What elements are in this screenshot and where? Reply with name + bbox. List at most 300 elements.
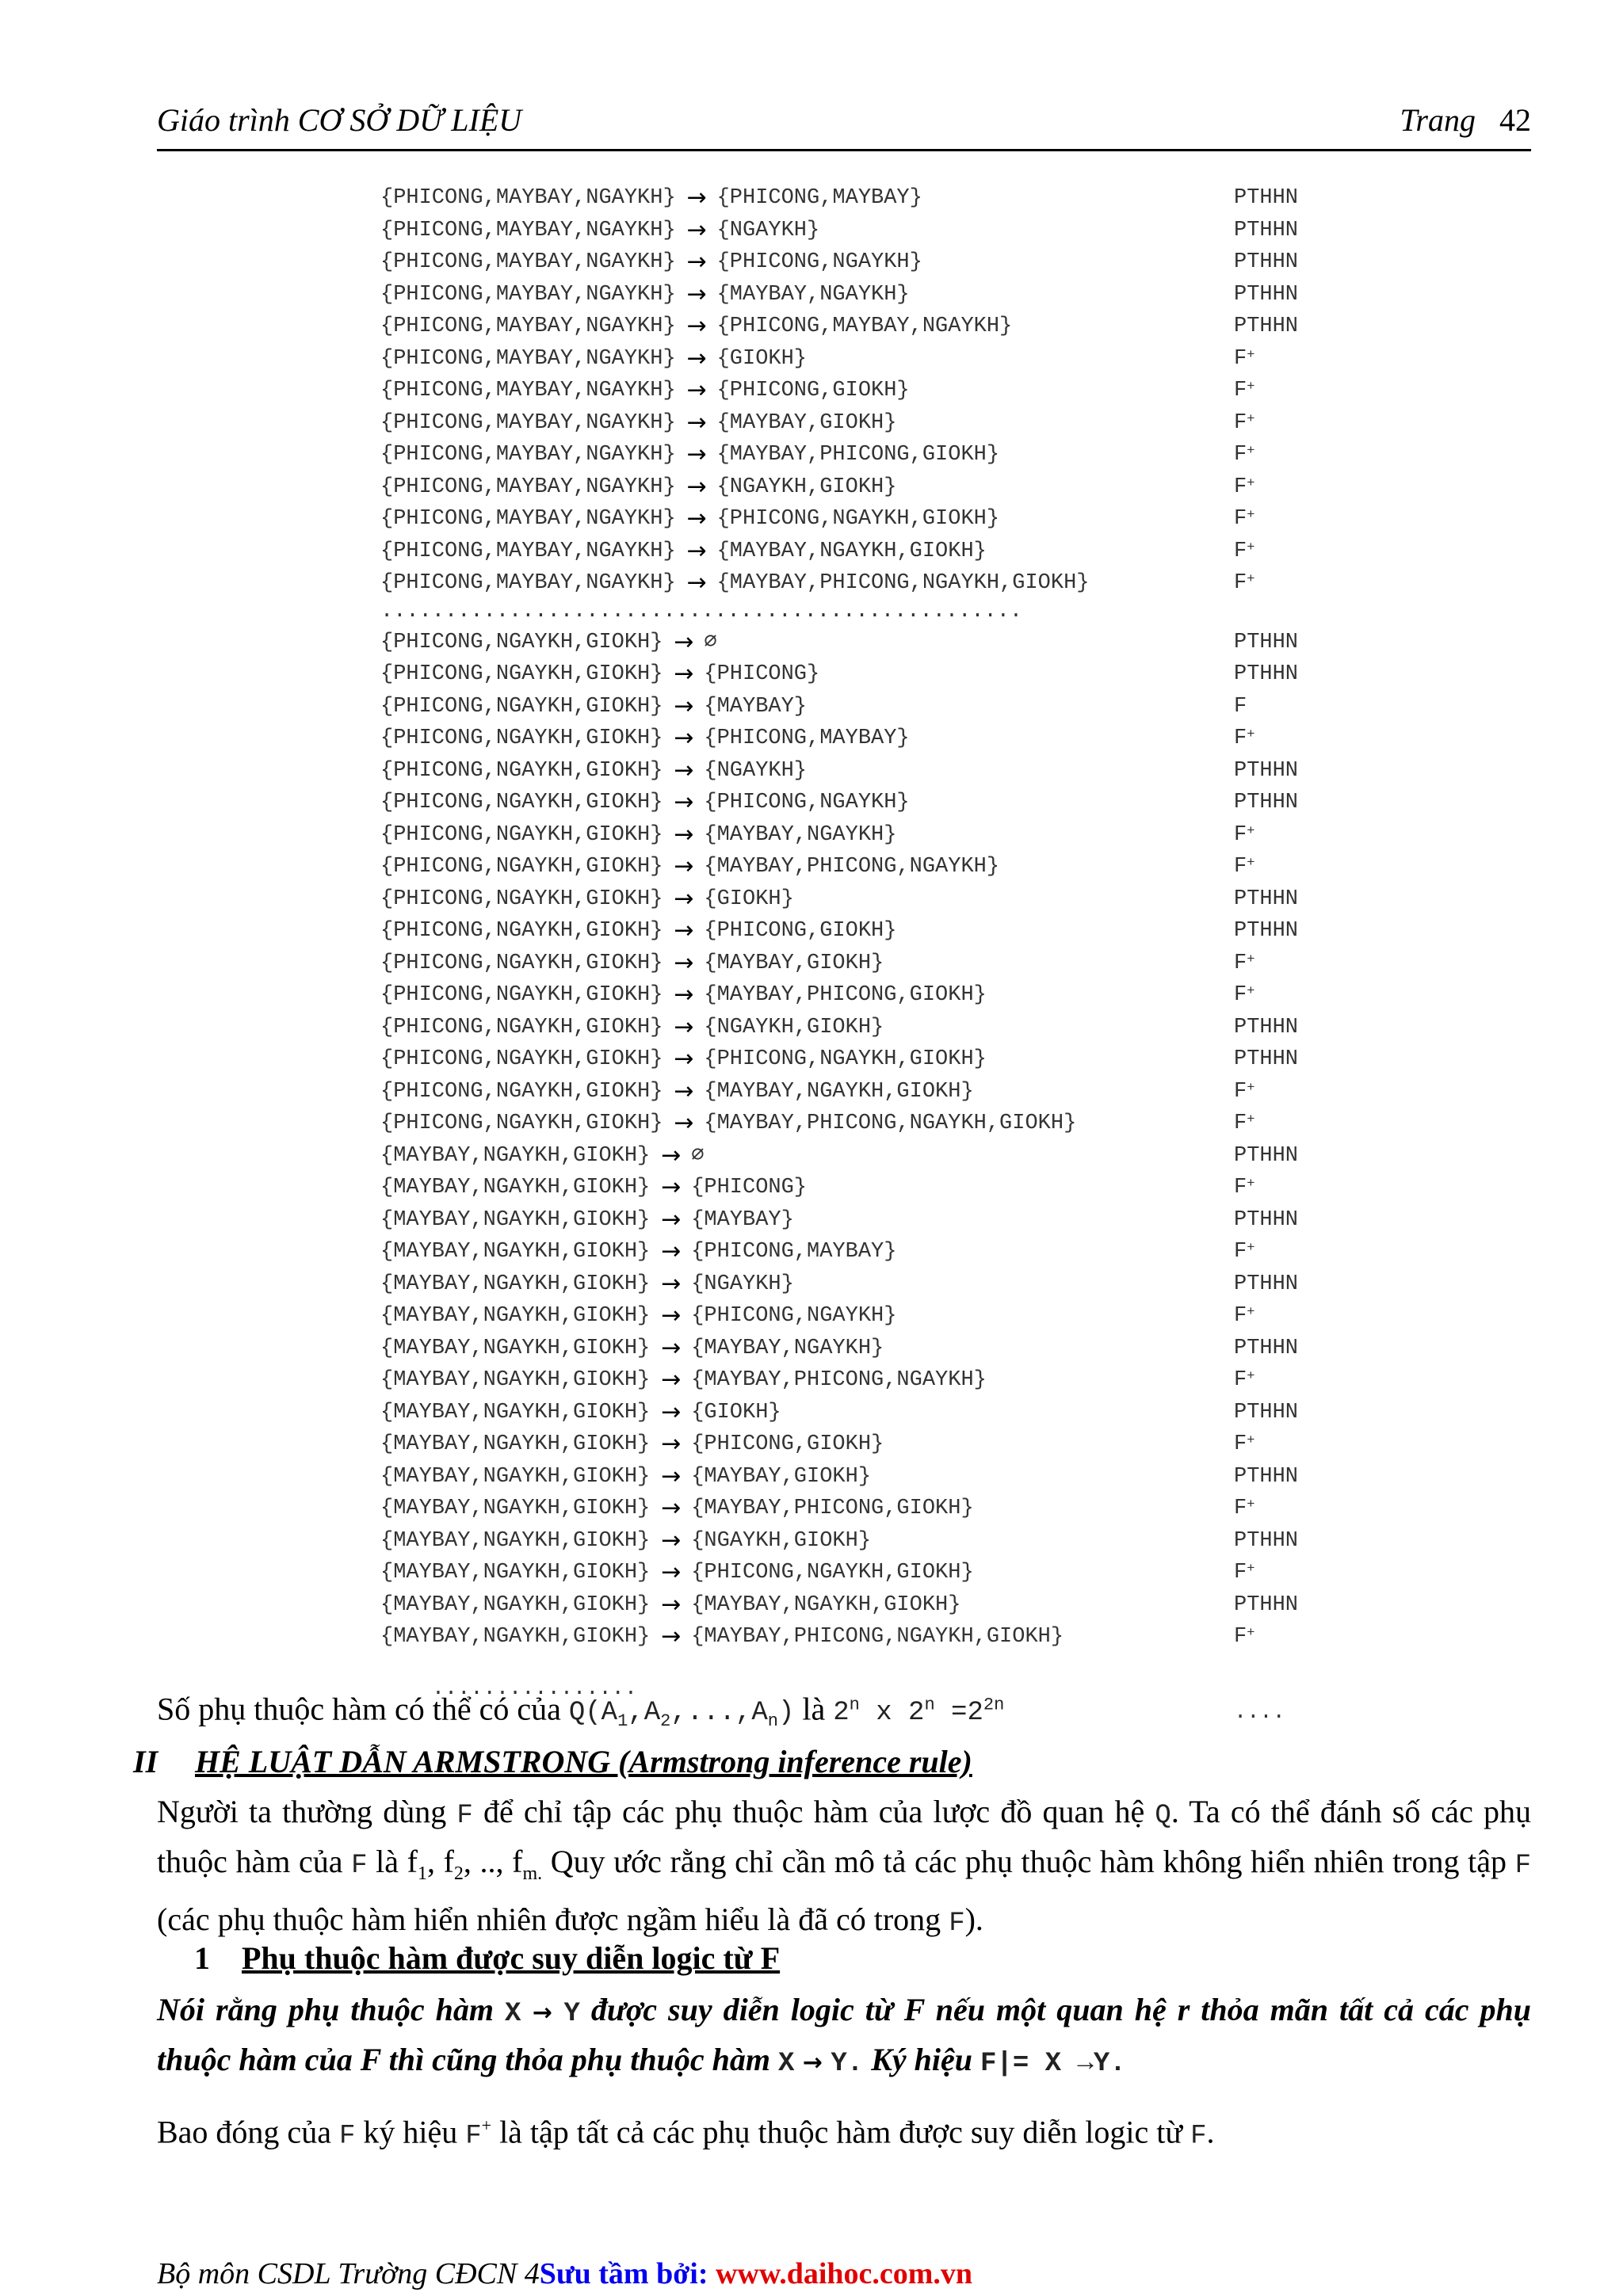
- fd-rule: [1234, 1236, 1254, 1268]
- fd-rule: [1234, 1140, 1298, 1173]
- def-F: F: [980, 2049, 997, 2079]
- fd-lhs: {PHICONG,NGAYKH,GIOKH}: [380, 1079, 663, 1104]
- p1-t5: , f: [426, 1844, 454, 1879]
- fd-rule-text: F: [1234, 822, 1247, 847]
- fd-rhs: {PHICONG}: [704, 662, 820, 686]
- arrow-icon: →: [674, 692, 694, 720]
- fd-row: [380, 215, 1411, 247]
- fd-rule-sup: +: [1247, 572, 1255, 587]
- fd-rule: [1234, 407, 1254, 440]
- q-open: Q(A: [568, 1698, 618, 1729]
- fd-rule-sup: +: [1247, 984, 1255, 999]
- arrow-icon: →: [674, 884, 694, 913]
- fd-row-holder: [380, 627, 1411, 659]
- fd-rule-sup: +: [1247, 444, 1255, 459]
- arrow-icon: →: [674, 627, 694, 656]
- fd-rule-text: PTHHN: [1234, 919, 1299, 943]
- fd-rhs: {MAYBAY,PHICONG,NGAYKH,GIOKH}: [691, 1625, 1064, 1649]
- fd-rule-sup: +: [1247, 411, 1255, 427]
- sub-1: 1: [617, 1711, 628, 1732]
- fd-row: [380, 1140, 1411, 1173]
- fd-rule: [1234, 279, 1298, 311]
- fd-row-holder: [380, 1076, 1411, 1108]
- fd-rule-sup: +: [1247, 952, 1255, 967]
- arrow-icon: →: [674, 948, 694, 977]
- fd-rule: [1234, 979, 1254, 1012]
- fd-rule-text: F: [1234, 1368, 1247, 1392]
- fd-rule-sup: +: [1247, 1305, 1255, 1320]
- fd-rule: [1234, 567, 1254, 600]
- fd-rule-text: F: [1234, 1497, 1247, 1520]
- fd-rule-text: PTHHN: [1234, 1207, 1299, 1232]
- fd-row: [380, 627, 1411, 659]
- fd-row: [380, 755, 1411, 788]
- arrow-icon: →: [686, 248, 707, 276]
- p1-F2: F: [351, 1851, 368, 1881]
- fd-row: [380, 819, 1411, 852]
- fd-lhs: {PHICONG,NGAYKH,GIOKH}: [380, 919, 663, 943]
- fd-rule-text: PTHHN: [1234, 1400, 1299, 1425]
- fd-rule-text: PTHHN: [1234, 758, 1299, 783]
- fd-rule: [1234, 1397, 1298, 1429]
- footer-source-label: Sưu tầm bởi:: [539, 2257, 716, 2290]
- subsection-title: Phụ thuộc hàm được suy diễn logic từ F: [242, 1940, 781, 1976]
- fd-rule-text: F: [1234, 379, 1247, 402]
- fd-lhs: {MAYBAY,NGAYKH,GIOKH}: [380, 1272, 651, 1296]
- p1-t4: là f: [367, 1844, 418, 1879]
- fd-row: [380, 567, 1411, 600]
- fd-rule-text: PTHHN: [1234, 1272, 1299, 1296]
- fd-rule-text: PTHHN: [1234, 282, 1299, 307]
- p1-sm: m.: [522, 1863, 543, 1884]
- fd-rule-text: F: [1234, 1079, 1247, 1104]
- fd-rhs: {MAYBAY,NGAYKH,GIOKH}: [704, 1079, 974, 1104]
- fd-rule: [1234, 1364, 1254, 1397]
- fd-row: [380, 1076, 1411, 1108]
- fd-rule: [1234, 1333, 1298, 1365]
- fd-rhs: {MAYBAY,PHICONG,GIOKH}: [691, 1497, 974, 1520]
- fd-lhs: {PHICONG,MAYBAY,NGAYKH}: [380, 282, 676, 307]
- arrow-icon: →: [661, 1205, 682, 1234]
- fd-row-holder: [380, 1043, 1411, 1076]
- p1-t1: Người ta thường dùng: [157, 1794, 457, 1829]
- fd-rhs: {PHICONG,NGAYKH,GIOKH}: [704, 1047, 987, 1071]
- fd-rule-text: F: [1234, 539, 1247, 563]
- fd-lhs: {MAYBAY,NGAYKH,GIOKH}: [380, 1400, 651, 1425]
- fd-rule: [1234, 1076, 1254, 1108]
- fd-row: [380, 246, 1411, 279]
- fd-rule-text: PTHHN: [1234, 662, 1299, 686]
- fd-row: [380, 1557, 1411, 1589]
- arrow-icon: →: [661, 1366, 682, 1394]
- fd-row: [380, 1108, 1411, 1140]
- fd-rule-text: PTHHN: [1234, 1592, 1299, 1617]
- fd-row-holder: [380, 1204, 1411, 1237]
- fd-rule: [1234, 691, 1247, 723]
- count-formula: [833, 1695, 1005, 1729]
- fd-lhs: {PHICONG,MAYBAY,NGAYKH}: [380, 346, 676, 371]
- fd-rule: [1234, 787, 1298, 819]
- def-arrow-2: →: [794, 2049, 831, 2077]
- fd-rule-text: F: [1234, 571, 1247, 595]
- fd-lhs: {PHICONG,NGAYKH,GIOKH}: [380, 694, 663, 719]
- arrow-icon: →: [661, 1302, 682, 1329]
- fd-row: [380, 787, 1411, 819]
- fd-row-holder: [380, 915, 1411, 948]
- fd-rule-text: PTHHN: [1234, 630, 1299, 654]
- fd-lhs: {MAYBAY,NGAYKH,GIOKH}: [380, 1304, 651, 1328]
- arrow-icon: →: [686, 569, 707, 597]
- definition: [157, 1987, 1531, 2087]
- arrow-icon: →: [661, 1333, 682, 1362]
- def-t3: Ký hiệu: [863, 2042, 981, 2077]
- fd-row-holder: [380, 1525, 1411, 1558]
- def-t4: |= X →Y.: [996, 2049, 1126, 2079]
- fd-row: [380, 407, 1411, 440]
- fd-lhs: {PHICONG,NGAYKH,GIOKH}: [380, 758, 663, 783]
- fd-rhs: {PHICONG,MAYBAY}: [716, 186, 922, 210]
- p1-t2: để chỉ tập các phụ thuộc hàm của lược đồ quan hệ: [472, 1794, 1155, 1829]
- fd-rhs: {NGAYKH}: [704, 758, 808, 783]
- fd-row: [380, 1621, 1411, 1653]
- fd-rule-text: F: [1234, 855, 1247, 879]
- fd-rule-sup: +: [1247, 1433, 1255, 1448]
- fd-row: [380, 182, 1411, 215]
- fd-rule: [1234, 915, 1298, 948]
- fd-rhs: {PHICONG,MAYBAY,NGAYKH}: [716, 315, 1013, 338]
- fd-rule: [1234, 1268, 1298, 1301]
- fd-rule-text: F: [1234, 1625, 1247, 1649]
- p1-t7: Quy ước rằng chỉ cần mô tả các phụ thuộc hàm không hiển nhiên trong tập: [542, 1844, 1515, 1879]
- sub-n: n: [767, 1711, 778, 1732]
- arrow-icon: →: [674, 852, 694, 880]
- fd-rule-sup: +: [1247, 856, 1255, 871]
- fd-rhs: {NGAYKH}: [716, 218, 820, 242]
- fd-row: [380, 311, 1411, 343]
- fd-lhs: {PHICONG,NGAYKH,GIOKH}: [380, 1015, 663, 1039]
- fd-row-holder: [380, 1557, 1411, 1589]
- def-X1: X: [505, 1999, 521, 2029]
- fd-lhs: {MAYBAY,NGAYKH,GIOKH}: [380, 1592, 651, 1617]
- fd-row: [380, 1043, 1411, 1076]
- fd-lhs: {PHICONG,MAYBAY,NGAYKH}: [380, 539, 676, 563]
- fd-rhs: {PHICONG,NGAYKH}: [691, 1304, 897, 1328]
- cl-t4: .: [1206, 2114, 1215, 2150]
- fd-rule: [1234, 439, 1254, 471]
- sub-2: 2: [660, 1711, 671, 1732]
- fd-rule: [1234, 536, 1254, 568]
- fd-lhs: {PHICONG,MAYBAY,NGAYKH}: [380, 571, 676, 595]
- page-number: 42: [1499, 102, 1531, 138]
- arrow-icon: →: [661, 1398, 682, 1426]
- arrow-icon: →: [661, 1526, 682, 1554]
- fd-lhs: {PHICONG,NGAYKH,GIOKH}: [380, 791, 663, 814]
- fd-rule: [1234, 1043, 1298, 1076]
- fd-rule-text: PTHHN: [1234, 1528, 1299, 1553]
- cl-F: F: [338, 2121, 356, 2152]
- fd-rhs: {MAYBAY,PHICONG,NGAYKH}: [704, 855, 1000, 879]
- fd-rule: [1234, 215, 1298, 247]
- fd-rule-sup: +: [1247, 1626, 1255, 1641]
- cl-t3: là tập tất cả các phụ thuộc hàm được suy diễn logic từ: [491, 2114, 1191, 2150]
- ellipsis: ..................................................: [380, 599, 1023, 624]
- fd-rule-text: PTHHN: [1234, 315, 1299, 338]
- fd-row: [380, 1461, 1411, 1493]
- fd-row: [380, 1493, 1411, 1525]
- fd-rhs: ∅: [691, 1143, 705, 1168]
- fd-rule-sup: +: [1247, 727, 1255, 742]
- fd-lhs: {MAYBAY,NGAYKH,GIOKH}: [380, 1561, 651, 1585]
- fd-row-holder: [380, 883, 1411, 916]
- fd-rule-sup: +: [1247, 1369, 1255, 1384]
- fd-rule-sup: +: [1247, 1177, 1255, 1192]
- fd-lhs: {PHICONG,NGAYKH,GIOKH}: [380, 727, 663, 750]
- fd-row-holder: [380, 723, 1411, 755]
- fd-row-holder: [380, 1172, 1411, 1204]
- fd-rule-text: F: [1234, 1240, 1247, 1264]
- header-title: Giáo trình CƠ SỞ DỮ LIỆU: [157, 102, 522, 138]
- fd-row-holder: [380, 948, 1411, 980]
- fd-rule-text: F: [1234, 1176, 1247, 1199]
- fd-rule-text: F: [1234, 346, 1247, 371]
- arrow-icon: →: [686, 472, 707, 501]
- def-t2: được suy diễn logic từ F nếu một quan hệ r thỏa mãn tất cả các phụ thuộc hàm của F thì cũng thỏa phụ thuộc hàm: [157, 1992, 1531, 2077]
- fd-rhs: {MAYBAY}: [691, 1207, 794, 1232]
- fd-rule-sup: +: [1247, 1080, 1255, 1096]
- arrow-icon: →: [661, 1494, 682, 1522]
- arrow-icon: →: [674, 1045, 694, 1073]
- arrow-icon: →: [674, 1109, 694, 1137]
- fd-row-holder: [380, 1333, 1411, 1365]
- fd-lhs: {PHICONG,NGAYKH,GIOKH}: [380, 630, 663, 654]
- fd-lhs: {MAYBAY,NGAYKH,GIOKH}: [380, 1625, 651, 1649]
- fd-lhs: {PHICONG,NGAYKH,GIOKH}: [380, 855, 663, 879]
- fd-rule-text: F: [1234, 1561, 1247, 1585]
- arrow-icon: →: [674, 917, 694, 944]
- fd-rule: [1234, 471, 1254, 504]
- q-an: ,...,A: [670, 1698, 768, 1729]
- count-la: là: [794, 1691, 834, 1727]
- fd-row-holder: [380, 1397, 1411, 1429]
- subsection-number: 1: [194, 1940, 210, 1976]
- fd-lhs: {PHICONG,MAYBAY,NGAYKH}: [380, 379, 676, 402]
- fd-rule: [1234, 1172, 1254, 1204]
- fd-rule-text: F: [1234, 507, 1247, 531]
- fd-rule: [1234, 1012, 1298, 1044]
- def-X2: X: [777, 2049, 795, 2079]
- section-heading: [133, 1743, 972, 1780]
- def-t1: Nói rằng phụ thuộc hàm: [157, 1992, 506, 2027]
- arrow-icon: →: [674, 756, 694, 784]
- arrow-icon: →: [686, 376, 707, 404]
- fd-lhs: {MAYBAY,NGAYKH,GIOKH}: [380, 1368, 651, 1392]
- fd-rhs: {MAYBAY,NGAYKH}: [691, 1336, 884, 1360]
- footer-url-link[interactable]: www.daihoc.com.vn: [715, 2257, 973, 2290]
- fd-row-holder: [380, 1589, 1411, 1622]
- fd-rhs: {GIOKH}: [716, 346, 808, 371]
- q-expr: [568, 1698, 795, 1732]
- cl-F2: F: [465, 2121, 482, 2152]
- fd-lhs: {PHICONG,MAYBAY,NGAYKH}: [380, 250, 676, 274]
- fd-row: [380, 1012, 1411, 1044]
- fd-rhs: {MAYBAY,NGAYKH}: [716, 282, 910, 307]
- fd-rule-text: PTHHN: [1234, 887, 1299, 911]
- fd-row: [380, 279, 1411, 311]
- fd-rule-text: F: [1234, 1304, 1247, 1328]
- fd-rule-text: PTHHN: [1234, 1143, 1299, 1168]
- fd-lhs: {PHICONG,NGAYKH,GIOKH}: [380, 983, 663, 1007]
- fd-rhs: {PHICONG,GIOKH}: [704, 919, 897, 943]
- count-sentence: [157, 1683, 1531, 1744]
- fd-row: [380, 723, 1411, 755]
- closure-sentence: [157, 2103, 1531, 2159]
- fd-rhs: {PHICONG,NGAYKH,GIOKH}: [716, 507, 1000, 531]
- fd-row: [380, 1172, 1411, 1204]
- fd-row-holder: [380, 787, 1411, 819]
- fd-row: [380, 851, 1411, 883]
- fd-lhs: {MAYBAY,NGAYKH,GIOKH}: [380, 1336, 651, 1360]
- fd-rule-text: F: [1234, 443, 1247, 467]
- fd-rhs: {MAYBAY,NGAYKH}: [704, 822, 897, 847]
- arrow-icon: →: [661, 1558, 682, 1586]
- fd-row: [380, 536, 1411, 568]
- fd-lhs: {PHICONG,NGAYKH,GIOKH}: [380, 887, 663, 911]
- fd-row: [380, 1333, 1411, 1365]
- fd-rule-sup: +: [1247, 347, 1255, 363]
- fd-rule-text: F: [1234, 475, 1247, 499]
- fd-lhs: {PHICONG,MAYBAY,NGAYKH}: [380, 186, 676, 210]
- fd-row-holder: [380, 1621, 1411, 1653]
- fd-row: [380, 948, 1411, 980]
- header-page: [1400, 101, 1531, 139]
- fd-rule: [1234, 1493, 1254, 1525]
- def-Y2: Y.: [831, 2049, 864, 2079]
- arrow-icon: →: [686, 408, 707, 437]
- arrow-icon: →: [674, 981, 694, 1009]
- fd-rule-sup: +: [1247, 508, 1255, 523]
- fd-lhs: {MAYBAY,NGAYKH,GIOKH}: [380, 1240, 651, 1264]
- fd-row-holder: [380, 1428, 1411, 1461]
- fd-rule-sup: +: [1247, 379, 1255, 395]
- fd-rhs: {GIOKH}: [704, 887, 794, 911]
- fd-rhs: {MAYBAY,NGAYKH,GIOKH}: [716, 539, 987, 563]
- p1-t9: ).: [964, 1901, 983, 1937]
- fd-rhs: {PHICONG,NGAYKH,GIOKH}: [691, 1561, 974, 1585]
- fd-lhs: {MAYBAY,NGAYKH,GIOKH}: [380, 1432, 651, 1456]
- fd-rule: [1234, 1621, 1254, 1653]
- fd-lhs: {PHICONG,NGAYKH,GIOKH}: [380, 822, 663, 847]
- fd-rhs: {PHICONG,MAYBAY}: [691, 1240, 897, 1264]
- section-number: II: [133, 1744, 158, 1779]
- fd-lhs: {PHICONG,MAYBAY,NGAYKH}: [380, 507, 676, 531]
- fd-rhs: {MAYBAY,PHICONG,NGAYKH,GIOKH}: [704, 1112, 1077, 1135]
- arrow-icon: →: [661, 1462, 682, 1490]
- fd-row-holder: [380, 691, 1411, 723]
- fd-row-holder: [380, 1140, 1411, 1173]
- section-title: HỆ LUẬT DẪN ARMSTRONG (Armstrong inference rule): [195, 1744, 972, 1779]
- fd-rule-text: F: [1234, 727, 1247, 750]
- fd-rule-sup: +: [1247, 475, 1255, 491]
- arrow-icon: →: [661, 1623, 682, 1650]
- fd-row: [380, 439, 1411, 471]
- fd-rule: [1234, 182, 1298, 215]
- fd-rule: [1234, 343, 1254, 376]
- subsection-heading: [194, 1939, 780, 1977]
- fd-row-holder: [380, 755, 1411, 788]
- fd-lhs: {MAYBAY,NGAYKH,GIOKH}: [380, 1143, 651, 1168]
- fd-row-holder: [380, 819, 1411, 852]
- fd-rhs: {MAYBAY,GIOKH}: [716, 410, 897, 435]
- fd-lhs: {PHICONG,MAYBAY,NGAYKH}: [380, 475, 676, 499]
- fd-row: [380, 1364, 1411, 1397]
- fd-rule-sup: +: [1247, 1497, 1255, 1512]
- fd-rule: [1234, 1525, 1298, 1558]
- fd-row-holder: [380, 1364, 1411, 1397]
- fd-row: [380, 1428, 1411, 1461]
- fd-rhs: {NGAYKH}: [691, 1272, 794, 1296]
- fd-row: [380, 979, 1411, 1012]
- fd-rule: [1234, 1589, 1298, 1622]
- arrow-icon: →: [661, 1238, 682, 1265]
- fd-rule: [1234, 375, 1254, 407]
- arrow-icon: →: [686, 441, 707, 468]
- fd-rule-sup: +: [1247, 540, 1255, 555]
- two-1: 2: [833, 1698, 850, 1729]
- fd-rhs: {MAYBAY,PHICONG,GIOKH}: [704, 983, 987, 1007]
- fd-rule: [1234, 819, 1254, 852]
- fd-lhs: {MAYBAY,NGAYKH,GIOKH}: [380, 1528, 651, 1553]
- fd-rule: [1234, 658, 1298, 691]
- fd-rule: [1234, 246, 1298, 279]
- ellipsis-right: ....: [1234, 1700, 1285, 1725]
- arrow-icon: →: [661, 1430, 682, 1458]
- fd-row: [380, 503, 1411, 536]
- fd-lhs: {MAYBAY,NGAYKH,GIOKH}: [380, 1497, 651, 1520]
- fd-row-holder: [380, 1236, 1411, 1268]
- q-a2: ,A: [628, 1698, 661, 1729]
- fd-rule-text: PTHHN: [1234, 186, 1299, 210]
- fd-row-holder: [380, 1493, 1411, 1525]
- fd-rhs: {GIOKH}: [691, 1400, 781, 1425]
- fd-rule-text: PTHHN: [1234, 791, 1299, 814]
- fd-group-2: [380, 627, 1411, 1653]
- fd-rhs: {PHICONG,NGAYKH}: [704, 791, 910, 814]
- page-footer: [157, 2256, 972, 2291]
- fd-row-holder: [380, 1300, 1411, 1333]
- cl-t1: Bao đóng của: [157, 2114, 339, 2150]
- fd-rhs: {PHICONG,MAYBAY}: [704, 727, 910, 750]
- fd-lhs: {PHICONG,MAYBAY,NGAYKH}: [380, 315, 676, 338]
- arrow-icon: →: [674, 788, 694, 816]
- fd-lhs: {PHICONG,NGAYKH,GIOKH}: [380, 951, 663, 975]
- ellipsis-left: ................: [431, 1676, 638, 1701]
- fd-row: [380, 915, 1411, 948]
- arrow-icon: →: [686, 536, 707, 565]
- times: x: [859, 1698, 909, 1729]
- arrow-icon: →: [661, 1141, 682, 1169]
- fd-row: [380, 883, 1411, 916]
- fd-rhs: {NGAYKH,GIOKH}: [716, 475, 897, 499]
- fd-lhs: {PHICONG,MAYBAY,NGAYKH}: [380, 443, 676, 467]
- p1-F: F: [456, 1801, 473, 1831]
- fd-rhs: {MAYBAY,PHICONG,NGAYKH,GIOKH}: [716, 571, 1090, 595]
- fd-lhs: {MAYBAY,NGAYKH,GIOKH}: [380, 1176, 651, 1199]
- fd-rhs: {MAYBAY,PHICONG,GIOKH}: [716, 443, 1000, 467]
- arrow-icon: →: [674, 1013, 694, 1041]
- fd-row: [380, 1268, 1411, 1301]
- fd-rhs: ∅: [704, 630, 717, 654]
- fd-rule-text: PTHHN: [1234, 1336, 1299, 1360]
